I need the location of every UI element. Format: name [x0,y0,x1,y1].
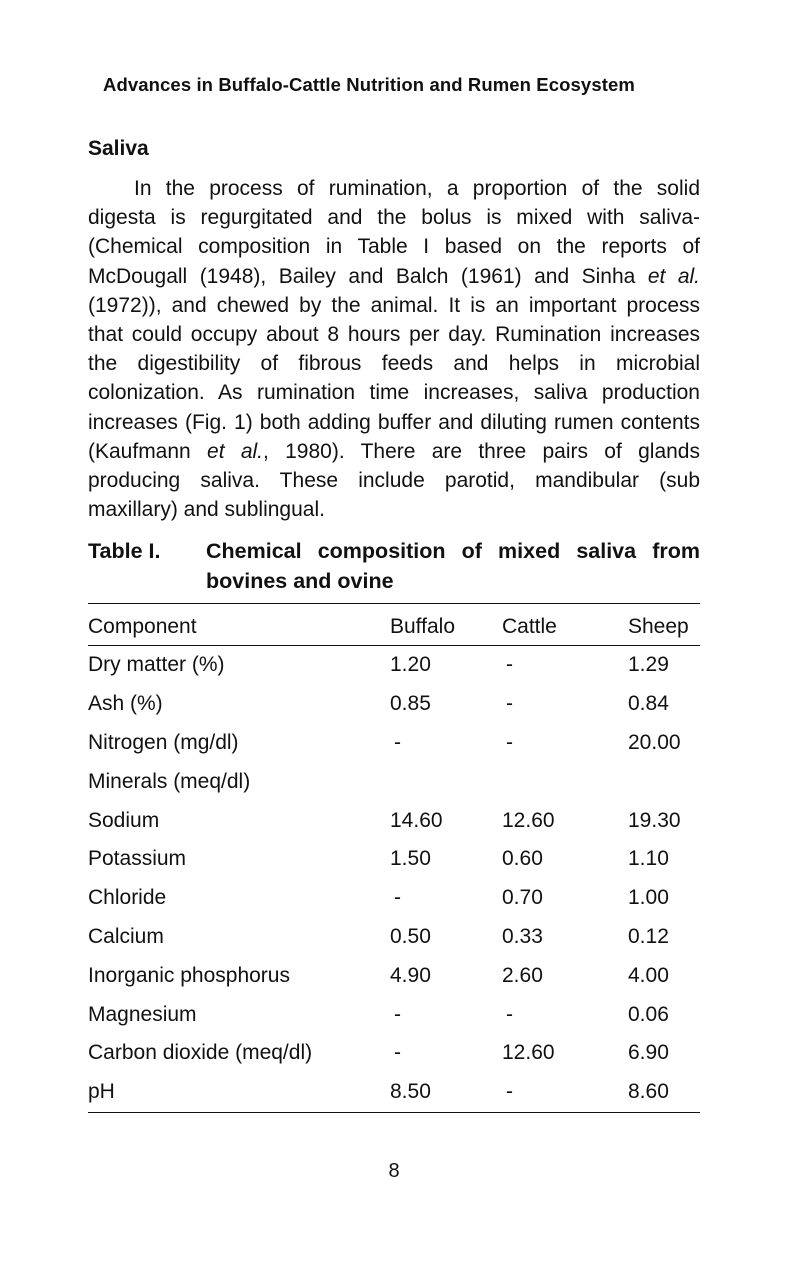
italic-text: et al. [647,264,701,288]
sheep-cell: 6.90 [628,1041,669,1065]
table-row [88,685,700,724]
text-run: increases (Fig. 1) both adding buffer and diluting rumen contents [88,410,700,434]
text-run: the digestibility of fibrous feeds and helps in microbial [88,352,700,376]
table-row [88,879,700,918]
cattle-cell: - [506,692,513,716]
cattle-cell: 0.60 [502,847,543,871]
page-number: 8 [388,1160,400,1182]
sheep-cell: 1.00 [628,886,669,910]
table-header-row [88,608,700,646]
text-run: , 1980). There are three pairs of glands [263,439,700,463]
paragraph-line [88,349,700,378]
sheep-cell: 20.00 [628,730,681,754]
text-run: (Chemical composition in Table I based on the reports of [88,235,700,259]
text-run: In the process of rumination, a proportion of the solid [134,177,700,200]
buffalo-cell: 8.50 [390,1080,431,1104]
component-cell: Ash (%) [88,692,163,716]
table-caption-line: Chemical composition of mixed saliva from [206,539,700,563]
buffalo-cell: 4.90 [390,963,431,987]
paragraph-line [88,174,700,203]
component-cell: Minerals (meq/dl) [88,769,251,793]
table-bottom-rule [88,1112,700,1113]
cattle-cell: 12.60 [502,808,555,832]
sheep-cell: 4.00 [628,963,669,987]
component-cell: Magnesium [88,1002,197,1026]
text-run: colonization. As rumination time increases, saliva production [88,381,700,405]
component-cell: Calcium [88,924,164,948]
paragraph-line [88,232,700,261]
buffalo-cell: 0.85 [390,692,431,716]
component-cell: Potassium [88,847,187,871]
sheep-cell: 1.10 [628,847,669,871]
component-cell: Dry matter (%) [88,653,225,677]
paragraph-line [88,320,700,349]
header-sheep: Sheep [628,615,689,638]
table-row [88,956,700,995]
paragraph-line [88,291,700,320]
buffalo-cell: - [394,1041,401,1065]
table-row [88,840,700,879]
sheep-cell: 0.12 [628,924,669,948]
buffalo-cell: 0.50 [390,924,431,948]
paragraph-line [88,408,700,437]
table-row [88,724,700,763]
buffalo-cell: 1.20 [390,653,431,677]
table-row [88,1073,700,1112]
buffalo-cell [390,762,502,801]
text-run: (Kaufmann [88,439,208,463]
table-row [88,646,700,685]
component-cell: Inorganic phosphorus [88,963,290,987]
buffalo-cell: - [394,1002,401,1026]
sheep-cell: 0.06 [628,1002,669,1026]
cattle-cell [502,762,628,801]
running-head: Advances in Buffalo-Cattle Nutrition and Rumen Ecosystem [103,74,635,95]
table-caption-number: Table I. [88,539,161,563]
text-run: maxillary) and sublingual. [88,498,325,522]
sheep-cell [628,762,700,801]
cattle-cell: 0.33 [502,924,543,948]
buffalo-cell: 14.60 [390,808,443,832]
paragraph-line [88,437,700,466]
table-caption-line: bovines and ovine [206,569,394,593]
cattle-cell: 0.70 [502,886,543,910]
component-cell: Chloride [88,886,167,910]
cattle-cell: - [506,1080,513,1104]
section-heading: Saliva [88,137,149,160]
table-caption-text [206,536,700,596]
header-buffalo: Buffalo [390,615,455,638]
text-run: producing saliva. These include parotid, mandibular (sub [88,468,700,492]
sheep-cell: 8.60 [628,1080,669,1104]
body-paragraph [88,174,700,524]
cattle-cell: - [506,653,513,677]
cattle-cell: - [506,1002,513,1026]
sheep-cell: 1.29 [628,653,669,677]
table-row [88,762,700,801]
paragraph-line [88,378,700,407]
italic-text: et al. [207,439,263,463]
header-component: Component [88,615,197,638]
paragraph-line [88,495,700,524]
buffalo-cell: - [394,886,401,910]
cattle-cell: 2.60 [502,963,543,987]
component-cell: Carbon dioxide (meq/dl) [88,1041,313,1065]
paragraph-line [88,466,700,495]
text-run: (1972)), and chewed by the animal. It is an important process [88,293,700,317]
cattle-cell: - [506,730,513,754]
table-row [88,918,700,957]
text-run: McDougall (1948), Bailey and Balch (1961) and Sinha [88,264,648,288]
sheep-cell: 0.84 [628,692,669,716]
table-row [88,995,700,1034]
buffalo-cell: - [394,730,401,754]
composition-table [88,608,700,1112]
table-row [88,1034,700,1073]
component-cell: pH [88,1080,115,1104]
text-run: digesta is regurgitated and the bolus is mixed with saliva- [88,206,700,230]
table-top-rule [88,603,700,604]
component-cell: Nitrogen (mg/dl) [88,730,239,754]
header-cattle: Cattle [502,615,557,638]
buffalo-cell: 1.50 [390,847,431,871]
cattle-cell: 12.60 [502,1041,555,1065]
paragraph-line [88,203,700,232]
component-cell: Sodium [88,808,160,832]
table-row [88,801,700,840]
text-run: that could occupy about 8 hours per day. Rumination increases [88,322,700,346]
paragraph-line [88,262,700,291]
sheep-cell: 19.30 [628,808,681,832]
